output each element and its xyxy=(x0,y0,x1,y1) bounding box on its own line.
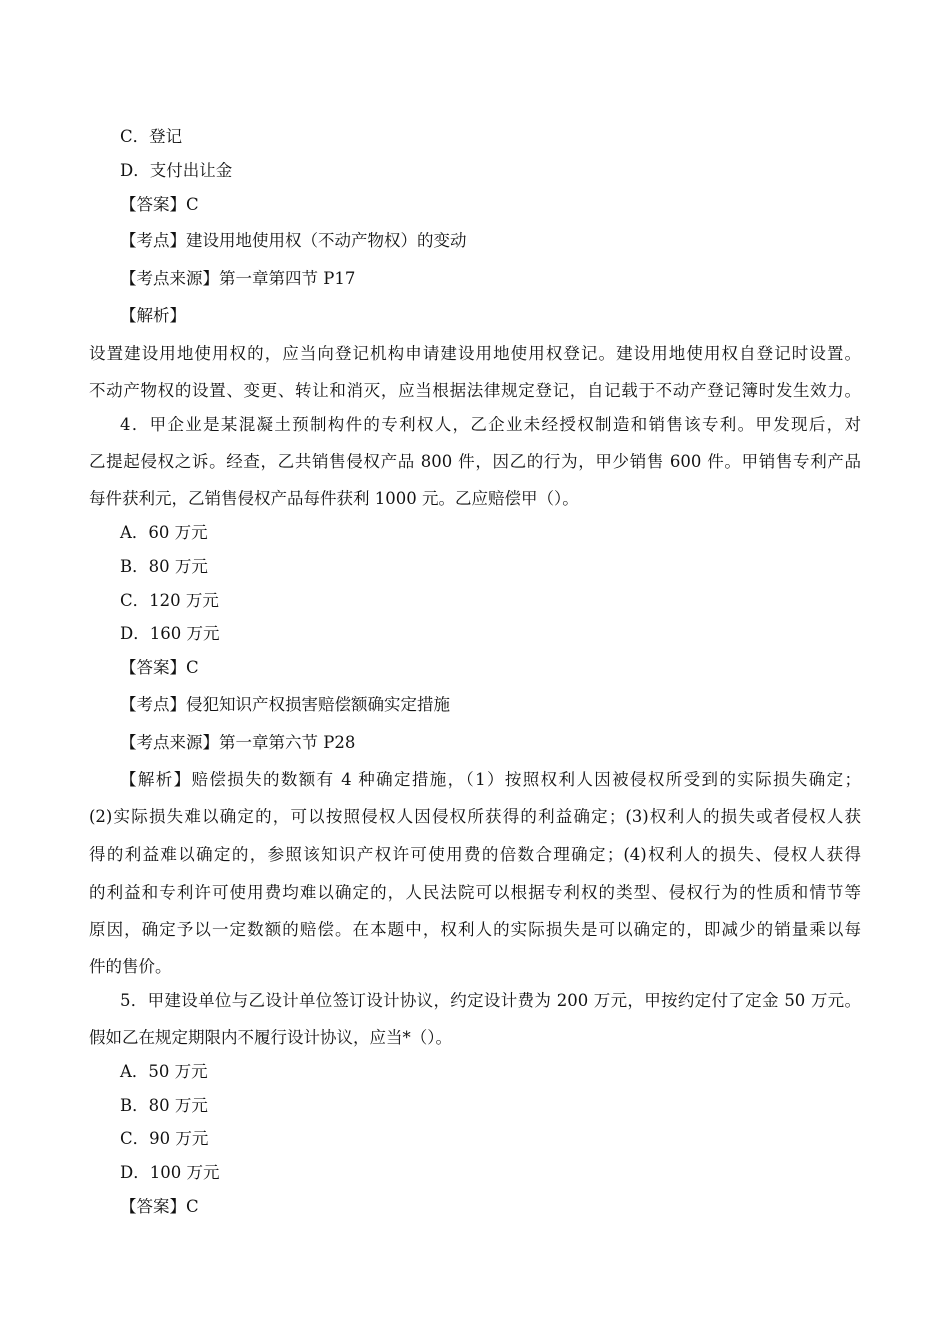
q4-analysis-line: 的利益和专利许可使用费均难以确定的，人民法院可以根据专利权的类型、侵权行为的性质和情节等 xyxy=(89,883,861,902)
q4-option-b: B．80 万元 xyxy=(120,557,208,576)
q3-analysis-label: 【解析】 xyxy=(120,306,186,325)
q5-stem-line: 5．甲建设单位与乙设计单位签订设计协议，约定设计费为 200 万元，甲按约定付了定金 50 万元。 xyxy=(120,991,861,1010)
q4-stem-line: 4．甲企业是某混凝土预制构件的专利权人，乙企业未经授权制造和销售该专利。甲发现后，对 xyxy=(120,415,861,434)
q4-stem-line: 每件获利元，乙销售侵权产品每件获利 1000 元。乙应赔偿甲（）。 xyxy=(89,489,579,508)
q4-analysis-line: 件的售价。 xyxy=(89,957,172,976)
q3-point: 【考点】建设用地使用权（不动产物权）的变动 xyxy=(120,231,467,250)
q5-option-c: C．90 万元 xyxy=(120,1129,209,1148)
q3-analysis-line: 设置建设用地使用权的，应当向登记机构申请建设用地使用权登记。建设用地使用权自登记时设置。 xyxy=(89,344,861,363)
q4-option-c: C．120 万元 xyxy=(120,591,219,610)
q4-option-a: A．60 万元 xyxy=(120,523,208,542)
q4-analysis-line: 原因，确定予以一定数额的赔偿。在本题中，权利人的实际损失是可以确定的，即减少的销量乘以每 xyxy=(89,920,861,939)
q4-point: 【考点】侵犯知识产权损害赔偿额确实定措施 xyxy=(120,695,450,714)
q4-analysis-line: 得的利益难以确定的，参照该知识产权许可使用费的倍数合理确定；(4)权利人的损失、侵权人获得 xyxy=(89,845,861,864)
q5-option-b: B．80 万元 xyxy=(120,1096,208,1115)
q4-source: 【考点来源】第一章第六节 P28 xyxy=(120,733,356,752)
q4-option-d: D．160 万元 xyxy=(120,624,220,643)
q3-analysis-line: 不动产物权的设置、变更、转让和消灭，应当根据法律规定登记，自记载于不动产登记簿时发生效力。 xyxy=(89,381,861,400)
q3-source: 【考点来源】第一章第四节 P17 xyxy=(120,269,356,288)
q5-option-a: A．50 万元 xyxy=(120,1062,208,1081)
q3-option-c: C．登记 xyxy=(120,127,183,146)
q5-stem-line: 假如乙在规定期限内不履行设计协议，应当*（）。 xyxy=(89,1028,452,1047)
q4-analysis-line: 【解析】赔偿损失的数额有 4 种确定措施，（1）按照权利人因被侵权所受到的实际损失确定； xyxy=(120,770,861,789)
q5-option-d: D．100 万元 xyxy=(120,1163,220,1182)
q4-answer: 【答案】C xyxy=(120,658,199,677)
q4-analysis-line: (2)实际损失难以确定的，可以按照侵权人因侵权所获得的利益确定；(3)权利人的损失或者侵权人获 xyxy=(89,807,861,826)
q3-option-d: D．支付出让金 xyxy=(120,161,233,180)
q4-stem-line: 乙提起侵权之诉。经查，乙共销售侵权产品 800 件，因乙的行为，甲少销售 600 件。甲销售专利产品 xyxy=(89,452,861,471)
q3-answer: 【答案】C xyxy=(120,195,199,214)
q5-answer: 【答案】C xyxy=(120,1197,199,1216)
